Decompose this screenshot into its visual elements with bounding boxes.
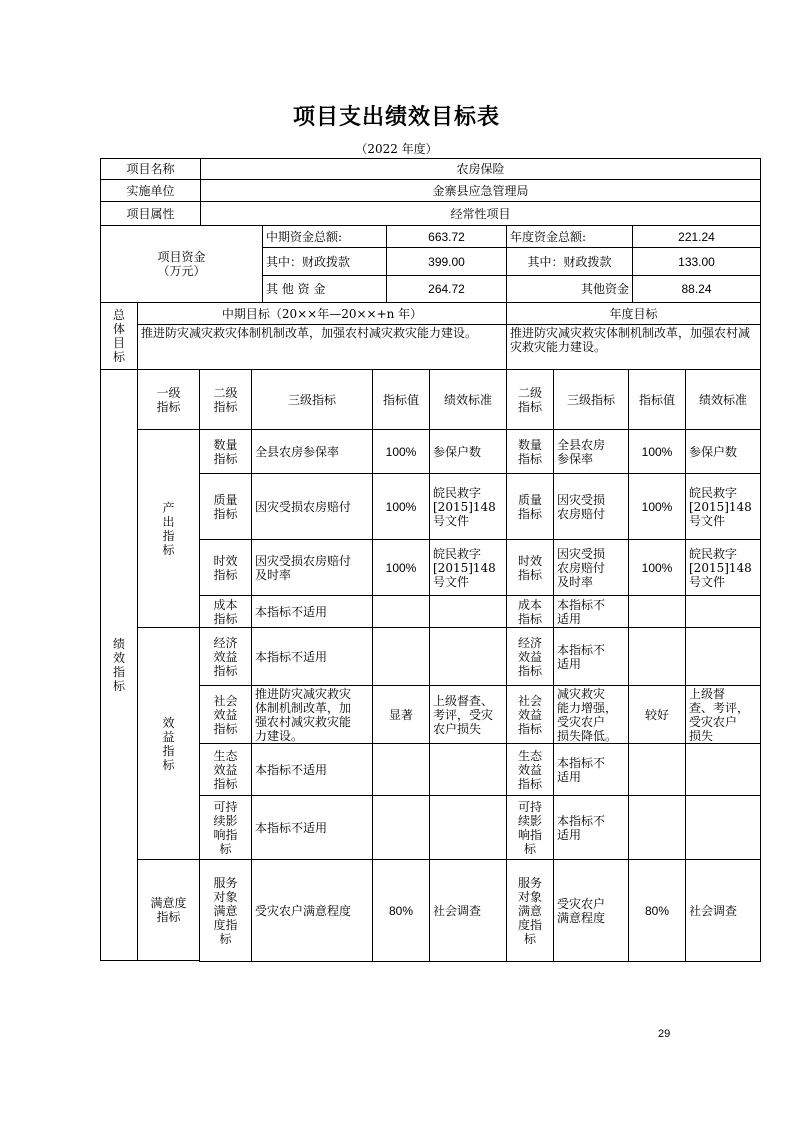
- page-number: 29: [658, 1028, 671, 1040]
- indicator-level2-year-cell: 生态 效益 指标: [506, 743, 554, 796]
- indicator-value-year-cell: [628, 595, 686, 628]
- mid-goal-text: 推进防灾减灾救灾体制机制改革，加强农村减灾救灾能力建设。: [137, 324, 507, 370]
- indicator-value-year-cell: 100%: [628, 539, 686, 596]
- mid-fiscal-value: 399.00: [386, 247, 507, 276]
- page-title: 项目支出绩效目标表: [292, 105, 500, 130]
- indicator-level3-cell: 本指标不适用: [251, 627, 373, 686]
- mid-goal-header: 中期目标（20××年—20××+n 年）: [137, 302, 507, 325]
- indicator-value-cell: [372, 743, 430, 796]
- header-value-year: 指标值: [628, 369, 686, 430]
- indicator-standard-year-cell: 上级督 查、考评， 受灾农户 损失: [685, 685, 761, 744]
- indicator-value-cell: 80%: [372, 859, 430, 962]
- indicator-level2-year-cell: 数量 指标: [506, 429, 554, 474]
- indicator-standard-cell: 上级督查、 考评，受灾 农户损失: [429, 685, 507, 744]
- indicator-level2-year-cell: 可持 续影 响指 标: [506, 795, 554, 860]
- indicator-level3-cell: 因灾受损农房赔付: [251, 473, 373, 540]
- mid-other-label: 其 他 资 金: [262, 275, 387, 303]
- indicator-standard-cell: [429, 627, 507, 686]
- indicator-value-year-cell: 较好: [628, 685, 686, 744]
- indicator-level3-cell: 本指标不适用: [251, 743, 373, 796]
- indicator-level3-year-cell: 因灾受损 农房赔付: [553, 473, 629, 540]
- indicator-value-cell: [372, 595, 430, 628]
- indicator-value-year-cell: [628, 627, 686, 686]
- year-total-label: 年度资金总额:: [506, 225, 633, 248]
- group-benefit: 效 益 指 标: [137, 627, 200, 860]
- unit-value: 金寨县应急管理局: [200, 179, 761, 202]
- indicator-value-year-cell: 100%: [628, 473, 686, 540]
- indicator-level2-year-cell: 时效 指标: [506, 539, 554, 596]
- indicator-value-year-cell: [628, 743, 686, 796]
- group-satisfaction: 满意度 指标: [137, 859, 200, 961]
- group-output: 产 出 指 标: [137, 429, 200, 628]
- indicator-level3-year-cell: 减灾救灾 能力增强， 受灾农户 损失降低。: [553, 685, 629, 744]
- indicators-side-label: 绩 效 指 标: [100, 369, 138, 961]
- mid-fiscal-label: 其中：财政拨款: [262, 247, 387, 276]
- indicator-level2-cell: 服务 对象 满意 度指 标: [199, 859, 252, 962]
- mid-total-label: 中期资金总额:: [262, 225, 387, 248]
- indicator-value-cell: 100%: [372, 539, 430, 596]
- indicator-level3-year-cell: 受灾农户 满意程度: [553, 859, 629, 962]
- indicator-standard-cell: [429, 743, 507, 796]
- indicator-level2-cell: 成本 指标: [199, 595, 252, 628]
- indicator-level3-year-cell: 因灾受损 农房赔付 及时率: [553, 539, 629, 596]
- year-fiscal-value: 133.00: [632, 247, 761, 276]
- indicator-level3-cell: 全县农房参保率: [251, 429, 373, 474]
- indicator-level2-year-cell: 经济 效益 指标: [506, 627, 554, 686]
- indicator-standard-cell: 参保户数: [429, 429, 507, 474]
- indicator-standard-year-cell: [685, 743, 761, 796]
- indicator-level3-year-cell: 全县农房 参保率: [553, 429, 629, 474]
- year-goal-header: 年度目标: [506, 302, 761, 325]
- indicator-level2-year-cell: 质量 指标: [506, 473, 554, 540]
- year-other-value: 88.24: [632, 275, 761, 303]
- header-level3-year: 三级指标: [553, 369, 629, 430]
- attr-value: 经常性项目: [200, 201, 761, 226]
- indicator-value-cell: 显著: [372, 685, 430, 744]
- indicator-standard-cell: [429, 595, 507, 628]
- funds-label: 项目资金 （万元）: [100, 225, 263, 303]
- indicator-value-cell: 100%: [372, 473, 430, 540]
- year-line: （2022 年度）: [355, 142, 438, 156]
- indicator-level3-year-cell: 本指标不 适用: [553, 595, 629, 628]
- header-level2: 二级 指标: [199, 369, 252, 430]
- indicator-level2-year-cell: 成本 指标: [506, 595, 554, 628]
- header-standard-year: 绩效标准: [685, 369, 761, 430]
- project-name-label: 项目名称: [100, 158, 201, 180]
- year-goal-text: 推进防灾减灾救灾体制机制改革，加强农村减灾救灾能力建设。: [506, 324, 761, 370]
- indicator-value-cell: 100%: [372, 429, 430, 474]
- header-level2-year: 二级 指标: [506, 369, 554, 430]
- indicator-value-cell: [372, 627, 430, 686]
- indicator-level3-year-cell: 本指标不 适用: [553, 795, 629, 860]
- indicator-standard-cell: 皖民救字 [2015]148 号文件: [429, 539, 507, 596]
- mid-other-value: 264.72: [386, 275, 507, 303]
- indicator-standard-year-cell: [685, 595, 761, 628]
- year-total-value: 221.24: [632, 225, 761, 248]
- indicator-level2-cell: 可持 续影 响指 标: [199, 795, 252, 860]
- header-level1: 一级 指标: [137, 369, 200, 430]
- indicator-value-year-cell: 100%: [628, 429, 686, 474]
- indicator-value-year-cell: 80%: [628, 859, 686, 962]
- project-name-value: 农房保险: [200, 158, 761, 180]
- indicator-level2-cell: 经济 效益 指标: [199, 627, 252, 686]
- indicator-standard-year-cell: 皖民救字 [2015]148 号文件: [685, 473, 761, 540]
- attr-label: 项目属性: [100, 201, 201, 226]
- indicator-level2-year-cell: 服务 对象 满意 度指 标: [506, 859, 554, 962]
- indicator-level3-year-cell: 本指标不 适用: [553, 743, 629, 796]
- indicator-level3-cell: 因灾受损农房赔付 及时率: [251, 539, 373, 596]
- header-value: 指标值: [372, 369, 430, 430]
- indicator-standard-cell: 皖民救字 [2015]148 号文件: [429, 473, 507, 540]
- indicator-level3-year-cell: 本指标不 适用: [553, 627, 629, 686]
- year-fiscal-label: 其中：财政拨款: [506, 247, 633, 276]
- indicator-level2-year-cell: 社会 效益 指标: [506, 685, 554, 744]
- indicator-standard-year-cell: [685, 795, 761, 860]
- indicator-standard-year-cell: 社会调查: [685, 859, 761, 962]
- mid-total-value: 663.72: [386, 225, 507, 248]
- indicator-level3-cell: 推进防灾减灾救灾 体制机制改革，加 强农村减灾救灾能 力建设。: [251, 685, 373, 744]
- unit-label: 实施单位: [100, 179, 201, 202]
- indicator-standard-year-cell: 参保户数: [685, 429, 761, 474]
- indicator-level2-cell: 生态 效益 指标: [199, 743, 252, 796]
- indicator-value-cell: [372, 795, 430, 860]
- indicator-level3-cell: 本指标不适用: [251, 795, 373, 860]
- indicator-level2-cell: 时效 指标: [199, 539, 252, 596]
- indicator-standard-cell: [429, 795, 507, 860]
- indicator-level3-cell: 本指标不适用: [251, 595, 373, 628]
- indicator-standard-year-cell: [685, 627, 761, 686]
- indicator-level2-cell: 数量 指标: [199, 429, 252, 474]
- year-other-label: 其他资金: [506, 275, 633, 303]
- header-level3: 三级指标: [251, 369, 373, 430]
- indicator-standard-cell: 社会调查: [429, 859, 507, 962]
- indicator-level2-cell: 社会 效益 指标: [199, 685, 252, 744]
- indicator-level3-cell: 受灾农户满意程度: [251, 859, 373, 962]
- header-standard: 绩效标准: [429, 369, 507, 430]
- indicator-standard-year-cell: 皖民救字 [2015]148 号文件: [685, 539, 761, 596]
- indicator-level2-cell: 质量 指标: [199, 473, 252, 540]
- goals-label: 总 体 目 标: [100, 302, 138, 370]
- indicator-value-year-cell: [628, 795, 686, 860]
